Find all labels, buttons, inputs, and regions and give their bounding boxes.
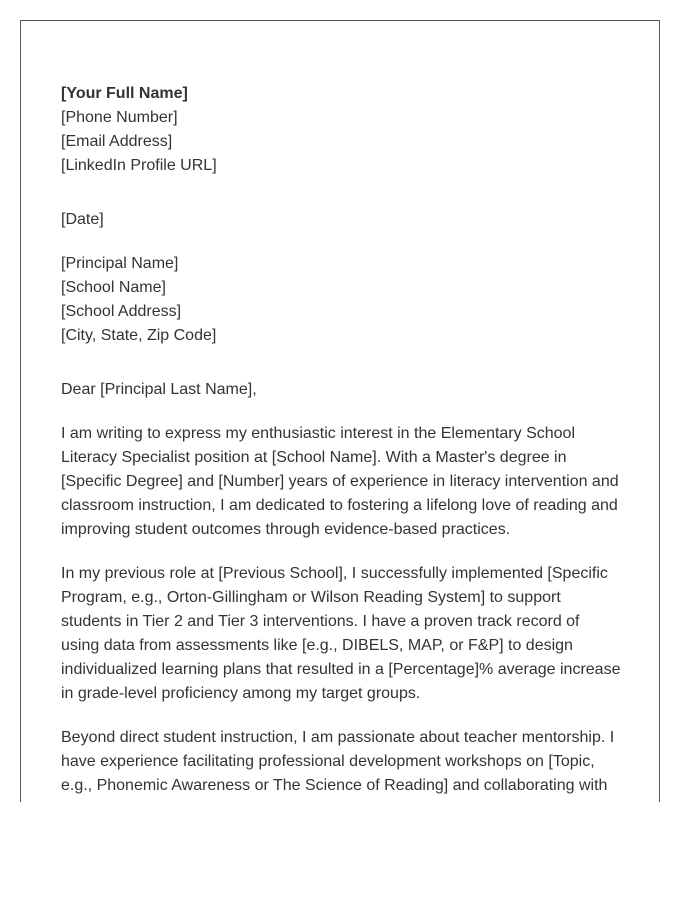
paragraph-line: improving student outcomes through evidence-based practices. bbox=[61, 521, 511, 538]
paragraph-line: I am writing to express my enthusiastic interest in the Elementary School bbox=[61, 425, 575, 442]
sender-full-name: [Your Full Name] bbox=[61, 85, 188, 102]
sender-email: [Email Address] bbox=[61, 133, 173, 150]
body-paragraph-2 bbox=[61, 562, 631, 706]
salutation-block bbox=[61, 378, 631, 402]
paragraph-line: [Specific Degree] and [Number] years of experience in literacy intervention and bbox=[61, 473, 619, 490]
recipient-principal-name: [Principal Name] bbox=[61, 255, 179, 272]
document-page bbox=[20, 20, 660, 802]
paragraph-line: individualized learning plans that resulted in a [Percentage]% average increase bbox=[61, 661, 621, 678]
paragraph-line: e.g., Phonemic Awareness or The Science of Reading] and collaborating with bbox=[61, 777, 608, 794]
salutation: Dear [Principal Last Name], bbox=[61, 381, 257, 398]
paragraph-line: in grade-level proficiency among my target groups. bbox=[61, 685, 421, 702]
paragraph-line: Literacy Specialist position at [School Name]. With a Master's degree in bbox=[61, 449, 567, 466]
paragraph-line: using data from assessments like [e.g., DIBELS, MAP, or F&P] to design bbox=[61, 637, 573, 654]
recipient-school-address: [School Address] bbox=[61, 303, 182, 320]
recipient-school-name: [School Name] bbox=[61, 279, 166, 296]
paragraph-line: have experience facilitating professional development workshops on [Topic, bbox=[61, 753, 595, 770]
date-block bbox=[61, 208, 631, 232]
body-paragraph-1 bbox=[61, 422, 631, 542]
cover-letter-body bbox=[61, 82, 631, 798]
letter-date: [Date] bbox=[61, 211, 104, 228]
sender-phone: [Phone Number] bbox=[61, 109, 178, 126]
paragraph-line: classroom instruction, I am dedicated to fostering a lifelong love of reading and bbox=[61, 497, 618, 514]
paragraph-line: students in Tier 2 and Tier 3 interventions. I have a proven track record of bbox=[61, 613, 580, 630]
body-paragraph-3 bbox=[61, 726, 631, 798]
sender-linkedin: [LinkedIn Profile URL] bbox=[61, 157, 217, 174]
sender-block bbox=[61, 82, 631, 178]
recipient-block bbox=[61, 252, 631, 348]
paragraph-line: In my previous role at [Previous School], I successfully implemented [Specific bbox=[61, 565, 608, 582]
recipient-city-state-zip: [City, State, Zip Code] bbox=[61, 327, 217, 344]
paragraph-line: Beyond direct student instruction, I am passionate about teacher mentorship. I bbox=[61, 729, 615, 746]
paragraph-line: Program, e.g., Orton-Gillingham or Wilson Reading System] to support bbox=[61, 589, 561, 606]
